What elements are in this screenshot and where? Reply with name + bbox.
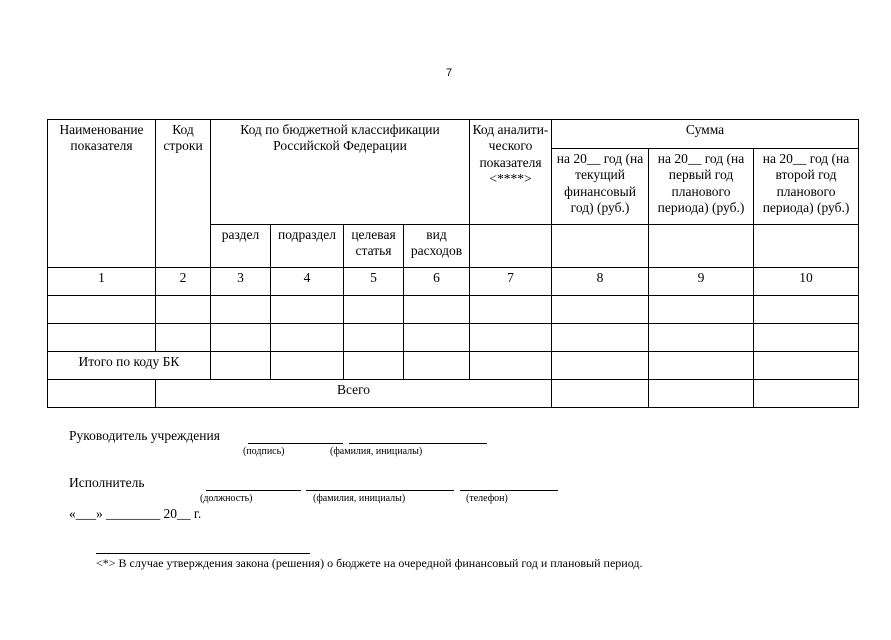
header-year-current: на 20__ год (на текущий финансовый год) (руб.) [552, 149, 649, 225]
header-name: Наименование показателя [48, 120, 156, 268]
header-analytic-code: Код аналити-ческого показателя <****> [470, 120, 552, 225]
budget-form-table [47, 119, 859, 408]
header-subsection: подраздел [271, 225, 344, 268]
executor-caption-name: (фамилия, инициалы) [313, 493, 406, 504]
executor-position-line [206, 490, 301, 491]
column-number: 10 [754, 268, 859, 296]
header-first-empty [649, 225, 754, 268]
itogo-label: Итого по коду БК [48, 352, 211, 380]
head-name-line [349, 443, 487, 444]
head-label: Руководитель учреждения [69, 428, 220, 443]
header-year-first: на 20__ год (на первый год планового периода) (руб.) [649, 149, 754, 225]
column-number: 1 [48, 268, 156, 296]
head-signature-line [248, 443, 343, 444]
column-number: 4 [271, 268, 344, 296]
header-section: раздел [211, 225, 271, 268]
header-year-second: на 20__ год (на второй год планового периода) (руб.) [754, 149, 859, 225]
column-number: 6 [404, 268, 470, 296]
page-number: 7 [446, 67, 453, 79]
footnote-separator [96, 553, 310, 554]
column-number: 9 [649, 268, 754, 296]
header-current-empty [552, 225, 649, 268]
header-sum: Сумма [552, 120, 859, 149]
column-numbers-row [48, 268, 859, 296]
date-line: «___» ________ 20__ г. [69, 506, 202, 521]
column-number: 2 [156, 268, 211, 296]
executor-label: Исполнитель [69, 475, 145, 490]
itogo-row [48, 352, 859, 380]
vsego-row [48, 380, 859, 408]
executor-phone-line [460, 490, 558, 491]
header-budget-code: Код по бюджетной классификации Российской Федерации [211, 120, 470, 225]
table-row [48, 324, 859, 352]
column-number: 8 [552, 268, 649, 296]
executor-caption-position: (должность) [200, 493, 253, 504]
header-second-empty [754, 225, 859, 268]
column-number: 5 [344, 268, 404, 296]
column-number: 3 [211, 268, 271, 296]
header-analytic-empty [470, 225, 552, 268]
column-number: 7 [470, 268, 552, 296]
executor-caption-phone: (телефон) [466, 493, 508, 504]
header-target-item: целевая статья [344, 225, 404, 268]
executor-name-line [306, 490, 454, 491]
vsego-label: Всего [156, 380, 552, 408]
head-caption-name: (фамилия, инициалы) [330, 446, 423, 457]
head-caption-signature: (подпись) [243, 446, 285, 457]
header-row-code: Код строки [156, 120, 211, 268]
header-expense-type: вид расходов [404, 225, 470, 268]
table-row [48, 296, 859, 324]
footnote: <*> В случае утверждения закона (решения) о бюджете на очередной финансовый год и плановый период. [96, 556, 643, 570]
